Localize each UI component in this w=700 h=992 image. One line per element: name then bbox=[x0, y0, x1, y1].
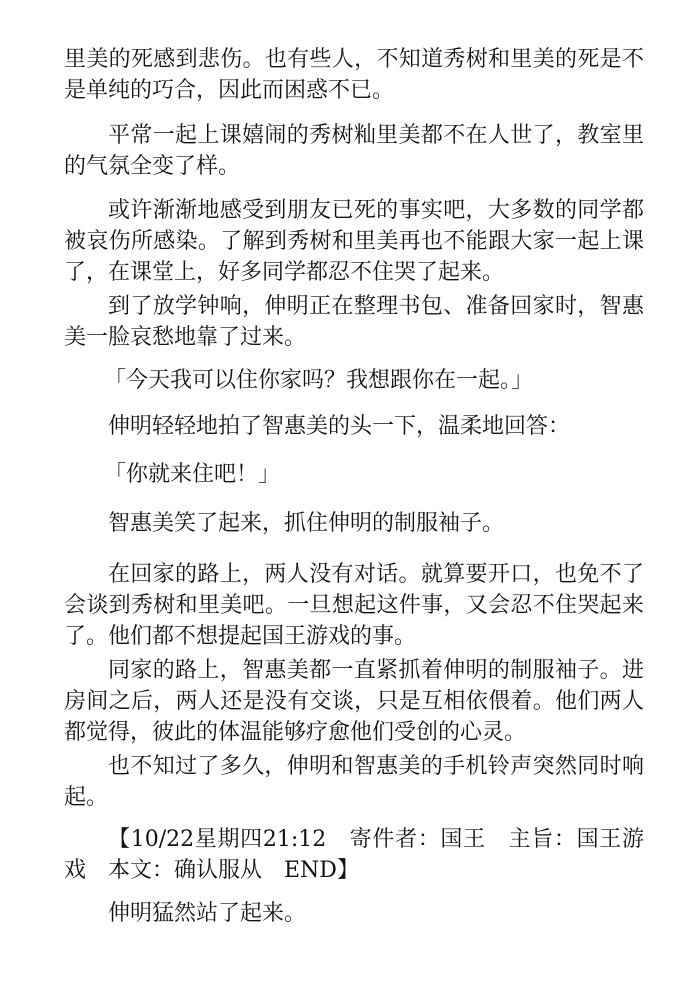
paragraph-1: 里美的死感到悲伤。也有些人，不知道秀树和里美的死是不是单纯的巧合，因此而困惑不已。 bbox=[64, 47, 644, 103]
paragraph-2: 平常一起上课嬉闹的秀树籼里美都不在人世了，教室里的气氛全变了样。 bbox=[64, 123, 644, 179]
paragraph-4: 到了放学钟响，伸明正在整理书包、准备回家时，智惠美一脸哀愁地靠了过来。 bbox=[64, 294, 644, 350]
paragraph-5: 伸明轻轻地拍了智惠美的头一下，温柔地回答： bbox=[108, 414, 571, 439]
paragraph-3: 或许渐渐地感受到朋友已死的事实吧，大多数的同学都被哀伤所感染。了解到秀树和里美再也不能跟大家一起上课了，在课堂上，好多同学都忍不住哭了起来。 bbox=[64, 198, 644, 285]
dialogue-2: 「你就来住吧！」 bbox=[104, 462, 281, 487]
paragraph-6: 智惠美笑了起来，抓住伸明的制服袖子。 bbox=[108, 511, 505, 536]
paragraph-7: 在回家的路上，两人没有对话。就算要开口，也免不了会谈到秀树和里美吧。一旦想起这件事，又会忍不住哭起来了。他们都不想提起国王游戏的事。 bbox=[64, 562, 644, 649]
dialogue-1: 「今天我可以住你家吗？我想跟你在一起。」 bbox=[104, 368, 534, 393]
king-message: 【10/22星期四21:12 寄件者：国王 主旨：国王游戏 本文：确认服从 END】 bbox=[64, 827, 644, 883]
paragraph-8: 同家的路上，智惠美都一直紧抓着伸明的制服袖子。进房间之后，两人还是没有交谈，只是互相依偎着。他们两人都觉得，彼此的体温能够疗愈他们受创的心灵。 bbox=[64, 658, 644, 745]
paragraph-10: 伸明猛然站了起来。 bbox=[108, 901, 307, 926]
paragraph-9: 也不知过了多久，伸明和智惠美的手机铃声突然同时响起。 bbox=[64, 754, 644, 810]
